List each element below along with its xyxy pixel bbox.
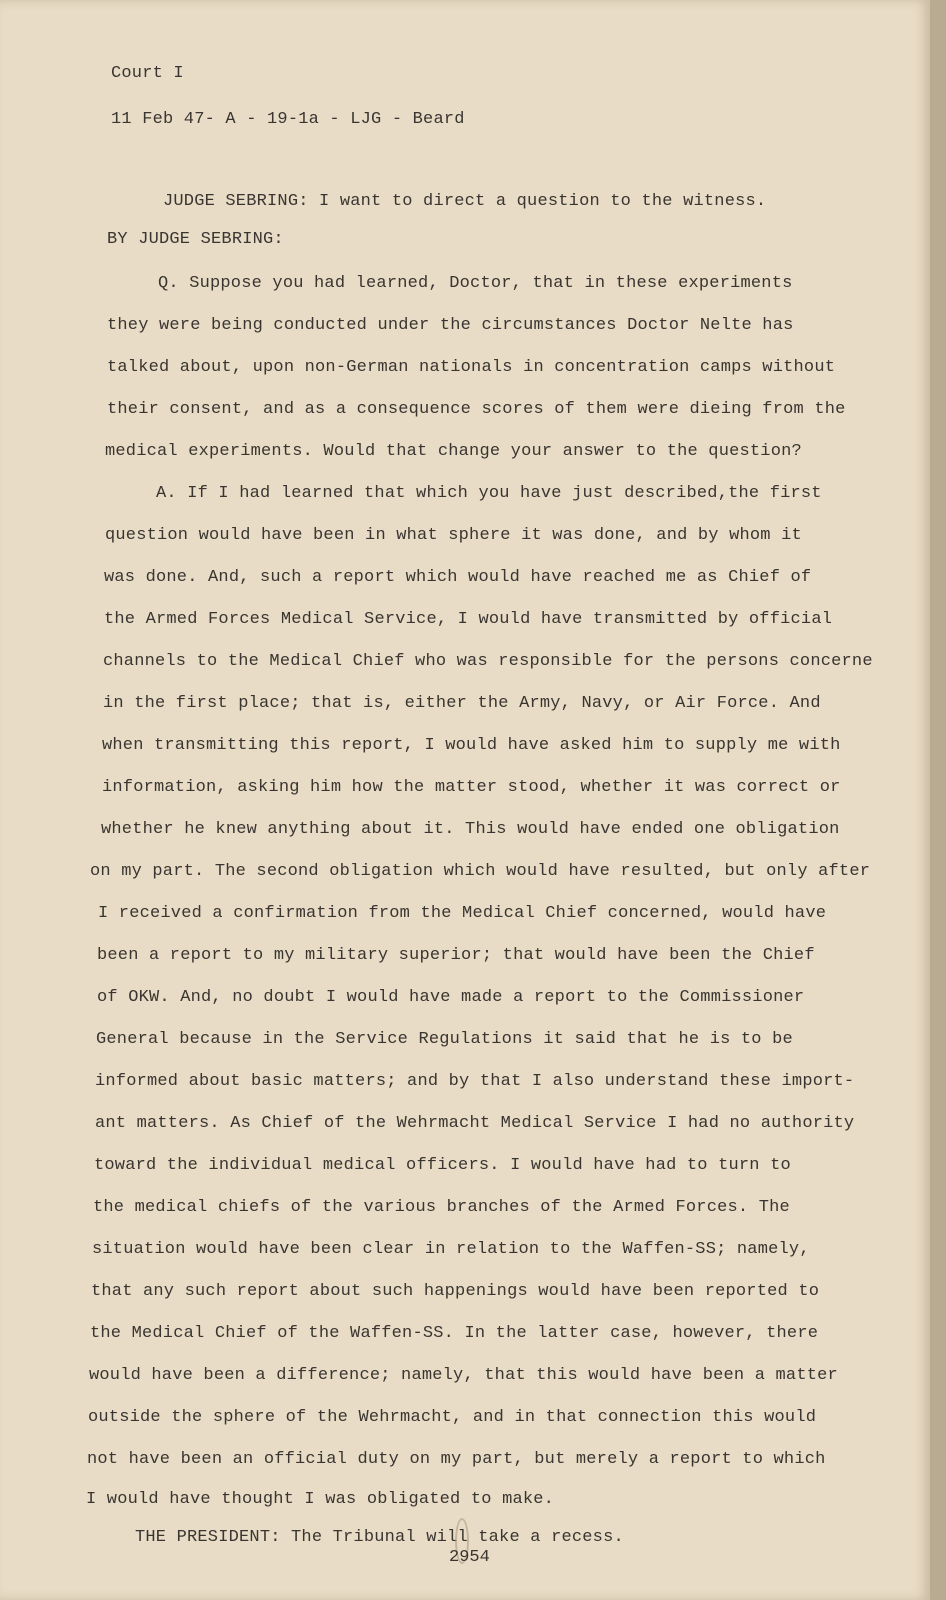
text-line: JUDGE SEBRING: I want to direct a question to the witness. [163,192,767,211]
text-line: the medical chiefs of the various branches of the Armed Forces. The [93,1198,790,1217]
text-line: BY JUDGE SEBRING: [107,230,284,249]
text-line: medical experiments. Would that change your answer to the question? [105,442,802,461]
text-line: was done. And, such a report which would have reached me as Chief of [104,568,812,587]
document-reference: 11 Feb 47- A - 19-1a - LJG - Beard [111,110,465,129]
text-line: the Medical Chief of the Waffen-SS. In the latter case, however, there [90,1324,819,1343]
text-line: they were being conducted under the circumstances Doctor Nelte has [107,316,794,335]
text-line: when transmitting this report, I would have asked him to supply me with [102,736,841,755]
text-line: been a report to my military superior; that would have been the Chief [97,946,815,965]
text-line: question would have been in what sphere it was done, and by whom it [105,526,802,545]
page-number: 2954 [449,1548,490,1567]
text-line: General because in the Service Regulations it said that he is to be [96,1030,793,1049]
text-line: in the first place; that is, either the Army, Navy, or Air Force. And [103,694,821,713]
text-line: that any such report about such happenings would have been reported to [91,1282,820,1301]
court-label: Court I [111,64,184,83]
text-line: their consent, and as a consequence scores of them were dieing from the [107,400,846,419]
text-line: talked about, upon non-German nationals in concentration camps without [107,358,836,377]
text-line: would have been a difference; namely, that this would have been a matter [89,1366,838,1385]
text-line: Q. Suppose you had learned, Doctor, that in these experiments [158,274,793,293]
text-line: THE PRESIDENT: The Tribunal will take a recess. [135,1528,624,1547]
text-line: toward the individual medical officers. I would have had to turn to [94,1156,791,1175]
text-line: I received a confirmation from the Medical Chief concerned, would have [98,904,827,923]
text-line: A. If I had learned that which you have just described,the first [156,484,822,503]
text-line: of OKW. And, no doubt I would have made a report to the Commissioner [97,988,805,1007]
text-line: ant matters. As Chief of the Wehrmacht Medical Service I had no authority [95,1114,855,1133]
text-line: situation would have been clear in relation to the Waffen-SS; namely, [92,1240,810,1259]
text-line: outside the sphere of the Wehrmacht, and in that connection this would [88,1408,817,1427]
text-line: information, asking him how the matter stood, whether it was correct or [102,778,841,797]
text-line: I would have thought I was obligated to make. [86,1490,555,1509]
text-line: not have been an official duty on my part, but merely a report to which [87,1450,826,1469]
text-line: whether he knew anything about it. This would have ended one obligation [101,820,840,839]
text-line: on my part. The second obligation which would have resulted, but only after [90,862,871,881]
text-line: informed about basic matters; and by that I also understand these import- [95,1072,855,1091]
text-line: the Armed Forces Medical Service, I would have transmitted by official [104,610,833,629]
text-line: channels to the Medical Chief who was responsible for the persons concerne [103,652,873,671]
page-edge [930,0,946,1600]
